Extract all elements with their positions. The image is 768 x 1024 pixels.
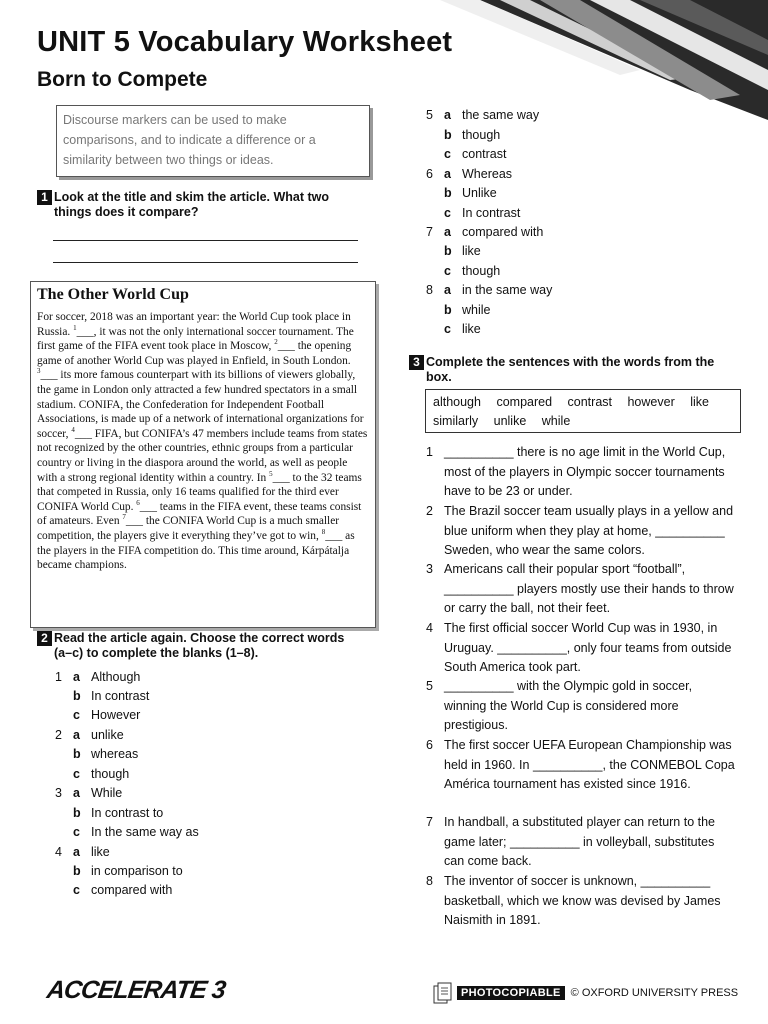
word-box-word: while [541,414,571,428]
option-text: like [91,845,110,859]
option-letter: c [444,147,451,161]
sentence-number: 5 [426,679,433,693]
item-number: 1 [55,670,62,684]
word-box-word: like [690,395,709,409]
sentence-item[interactable] [426,560,736,619]
option-letter: a [444,167,451,181]
item-number: 7 [426,225,433,239]
article-text: ___ FIFA, but CONIFA’s 47 members include teams from states not recognized by the other countries, ethnic groups from a particular country or living in the diaspora around the world, as well as people with a strong regional identity within a country. In [37,427,368,484]
option-letter: c [73,708,80,722]
blank-number: 7 [122,513,126,522]
sentence-text: __________ with the Olympic gold in soccer, winning the World Cup is considered more prestigious. [444,679,693,732]
sentence-number: 8 [426,874,433,888]
question-number: 3 [409,355,424,370]
article-title: The Other World Cup [37,286,189,303]
word-box-word: although [433,395,481,409]
option-text: in comparison to [91,864,183,878]
sentence-item[interactable] [426,677,736,736]
sentence-number: 7 [426,815,433,829]
option-text: In contrast to [91,806,164,820]
option-text: Whereas [462,167,513,181]
option-text: While [91,786,123,800]
option-text: like [462,244,481,258]
sentence-item[interactable] [426,619,736,678]
sentence-text: The first official soccer World Cup was in 1930, in Uruguay. __________, only four teams from outside South America took part. [444,621,732,674]
article-text: ___ teams in the FIFA event, these teams consist of amateurs. Even [37,500,362,528]
option-text: However [91,708,141,722]
option-letter: b [73,806,81,820]
option-letter: a [73,728,80,742]
option-letter: a [444,283,451,297]
option-text: in the same way [462,283,553,297]
sentence-item[interactable] [426,502,736,561]
option-letter: c [444,264,451,278]
sentence-text: The first soccer UEFA European Championship was held in 1960. In __________, the CONMEBOL Copa América tournament has existed since 1916. [444,738,735,791]
option-letter: b [444,128,452,142]
question-number: 1 [37,190,52,205]
article-body [37,310,369,573]
article-text: ___ the opening game of another World Cup was played in Enfield, in South London. [37,340,352,367]
option-text: though [462,264,501,278]
option-letter: a [73,670,80,684]
option-letter: a [444,225,451,239]
option-letter: b [73,689,81,703]
question-text: Look at the title and skim the article. What two things does it compare? [54,190,330,219]
blank-number: 3 [37,367,41,376]
publisher-text: © OXFORD UNIVERSITY PRESS [570,987,739,999]
blank-number: 5 [269,469,273,478]
option-letter: b [73,864,81,878]
word-box [425,389,741,433]
item-number: 2 [55,728,62,742]
option-text: though [462,128,501,142]
option-letter: b [444,186,452,200]
option-letter: c [444,322,451,336]
article-text: ___, it was not the only international soccer tournament. The first game of the FIFA event took place in Moscow, [37,325,354,353]
word-box-word: contrast [567,395,612,409]
word-box-word: unlike [493,414,527,428]
option-text: Although [91,670,141,684]
answer-line[interactable] [53,240,358,241]
option-letter: a [73,786,80,800]
word-box-word: however [627,395,675,409]
article-text: For soccer, 2018 was an important year: the World Cup took place in Russia. [37,311,351,338]
sentence-text: The inventor of soccer is unknown, __________ basketball, which we know was devised by James Naismith in 1891. [444,874,721,927]
option-text: In the same way as [91,825,199,839]
item-number: 8 [426,283,433,297]
option-text: In contrast [91,689,150,703]
blank-number: 8 [321,528,326,537]
photocopy-icon [433,982,453,1004]
sentence-text: In handball, a substituted player can return to the game later; __________ in volleyball, substitutes can come back. [444,815,716,868]
option-letter: c [73,825,80,839]
sentence-item[interactable] [426,872,736,931]
option-text: compared with [91,883,173,897]
blank-number: 6 [136,498,140,507]
item-number: 5 [426,108,433,122]
article-text: ___ to the 32 teams that competed in Russia, only 16 teams qualified for the third ever CONIFA World Cup. [37,471,362,513]
question-3-header [409,355,739,387]
option-letter: c [73,883,80,897]
item-number: 3 [55,786,62,800]
option-letter: a [444,108,451,122]
sentence-text: __________ there is no age limit in the World Cup, most of the players in Olympic soccer tournaments have to be 23 or under. [444,445,726,498]
info-box: Discourse markers can be used to make comparisons, and to indicate a difference or a similarity between two things or ideas. [56,105,370,177]
sentence-number: 1 [426,445,433,459]
sentence-text: Americans call their popular sport “football”, __________ players mostly use their hands to throw or carry the ball, not their feet. [444,562,734,615]
article-text: ___ its more famous counterpart with its billions of viewers globally, the game in London only attracted a few hundred spectators in a small stadium. CONIFA, the Confederation for Independent Football Associations, is made up of a network of international organizations for soccer, [37,369,364,440]
answer-line[interactable] [53,262,358,263]
question-text: Read the article again. Choose the correct words (a–c) to complete the blanks (1–8). [54,631,345,660]
option-text: compared with [462,225,544,239]
option-letter: b [73,747,81,761]
accelerate-logo: ACCELERATE 3 [45,976,227,1004]
item-number: 6 [426,167,433,181]
option-text: In contrast [462,206,521,220]
option-text: whereas [91,747,139,761]
question-2-header [37,631,367,663]
option-text: like [462,322,481,336]
photocopiable-badge: PHOTOCOPIABLE [457,986,565,1000]
sentence-item[interactable] [426,736,736,795]
article-box [30,281,376,628]
decorative-header-graphic [440,0,768,120]
option-letter: c [73,767,80,781]
sentence-item[interactable] [426,443,736,502]
word-box-word: compared [496,395,553,409]
blank-number: 4 [71,425,75,434]
option-text: the same way [462,108,540,122]
option-text: while [462,303,491,317]
sentence-number: 2 [426,504,433,518]
option-letter: b [444,303,452,317]
page-subtitle: Born to Compete [37,68,208,91]
sentence-number: 4 [426,621,433,635]
sentence-number: 3 [426,562,433,576]
option-text: though [91,767,130,781]
option-text: unlike [91,728,124,742]
blank-number: 2 [274,338,278,347]
footer-copyright [433,982,738,1004]
question-number: 2 [37,631,52,646]
article-text: ___ as the players in the FIFA competition do. This time around, Kárpátalja became champions. [37,529,355,572]
sentence-number: 6 [426,738,433,752]
option-letter: c [444,206,451,220]
option-letter: a [73,845,80,859]
word-box-word: similarly [433,414,479,428]
blank-number: 1 [73,323,77,332]
sentence-item[interactable] [426,813,736,872]
question-1-header [37,190,367,222]
page-title: UNIT 5 Vocabulary Worksheet [37,26,453,58]
item-number: 4 [55,845,62,859]
option-text: Unlike [462,186,497,200]
option-text: contrast [462,147,507,161]
question-text: Complete the sentences with the words from the box. [426,355,715,384]
article-text: ___ the CONIFA World Cup is a much smaller competition, the players give it everything they’ve got to win, [37,515,340,542]
sentence-text: The Brazil soccer team usually plays in a yellow and blue uniform when they play at home, __________ Sweden, who wear the same colors. [444,504,734,557]
option-letter: b [444,244,452,258]
